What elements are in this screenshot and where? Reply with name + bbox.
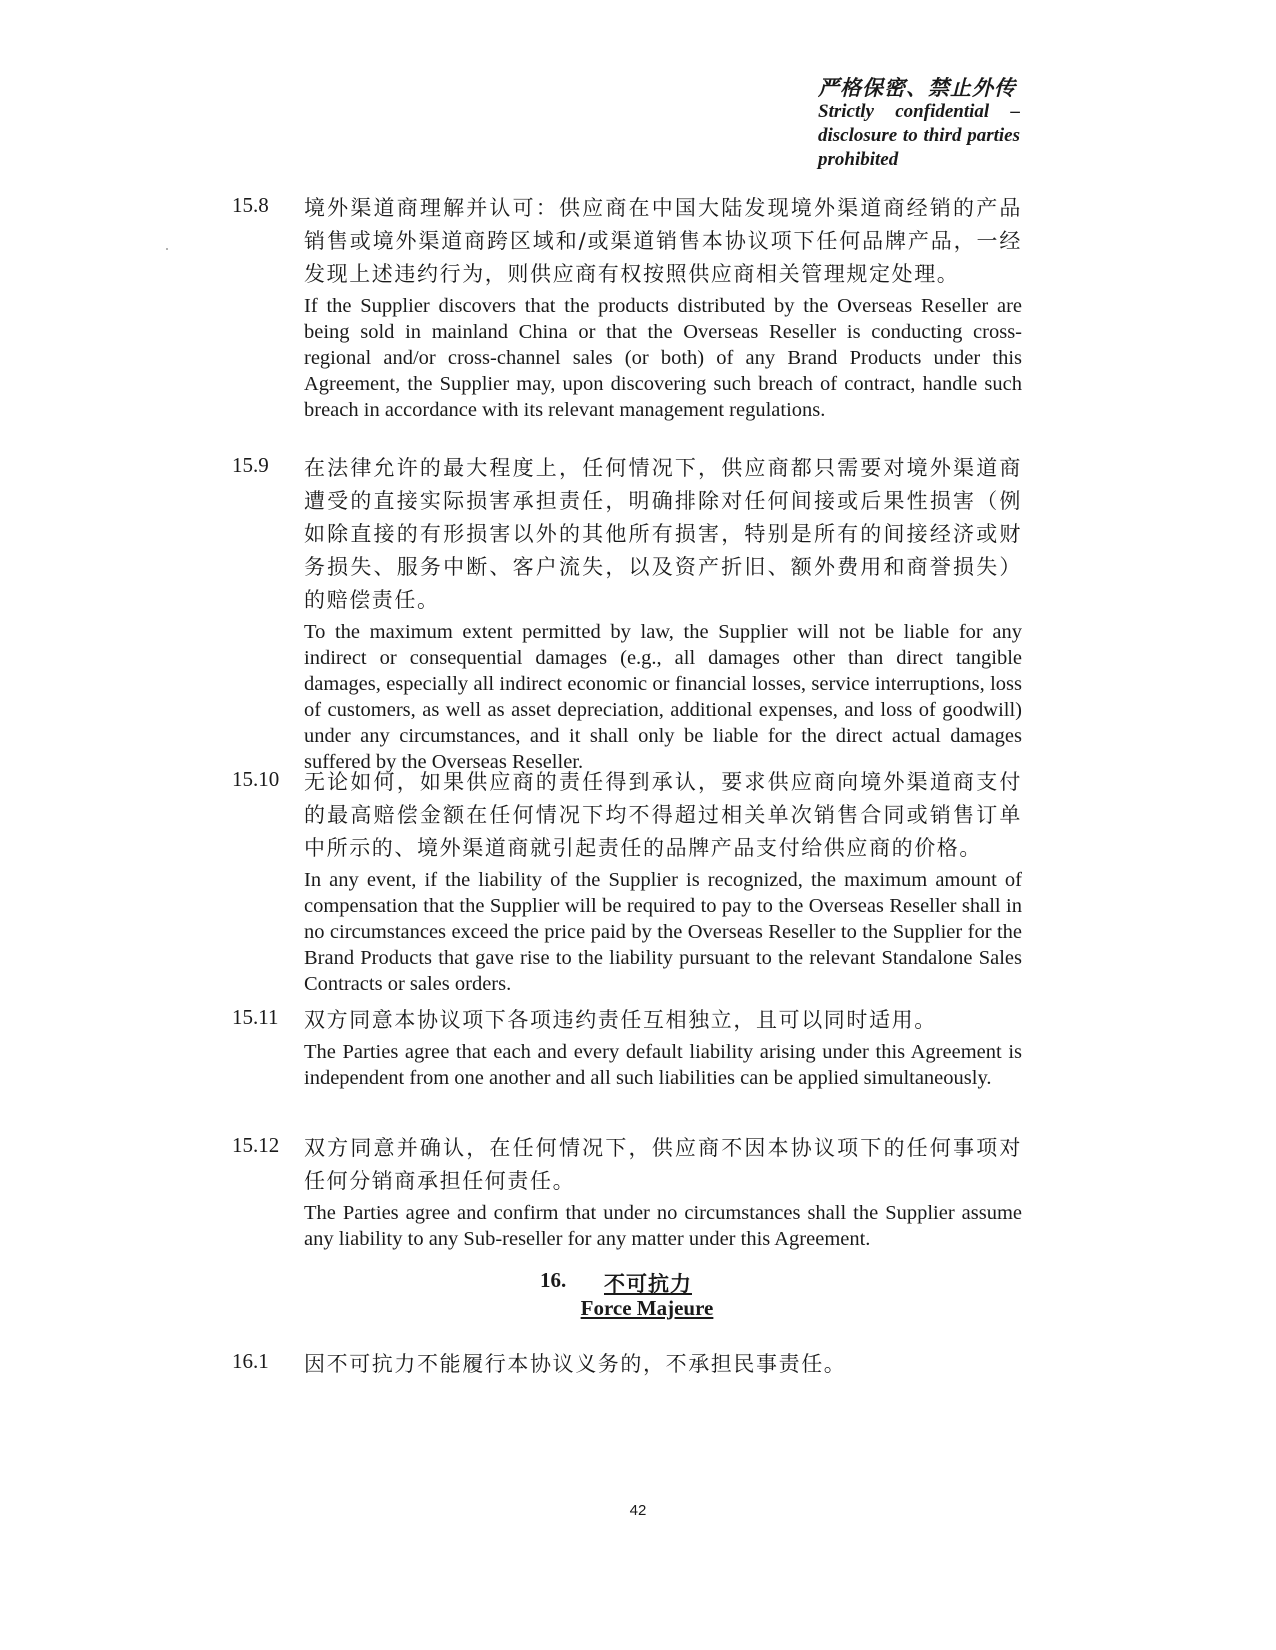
clause-number: 15.9 [232, 453, 269, 477]
clause-number: 15.12 [232, 1133, 280, 1157]
section-title-zh: 不可抗力 [604, 1272, 692, 1296]
clause-text-en: To the maximum extent permitted by law, the Supplier will not be liable for any indirect or consequential damages (e.g., all damages other than direct tangible damages, especially all indirect economic or financial losses, service interruptions, loss of customers, as well as asset depreciation, additional expenses, and loss of goodwill) under any circumstances, and it shall only be liable for the direct actual damages suffered by the Overseas Reseller. [304, 621, 1022, 773]
clause-text-zh: 双方同意并确认，在任何情况下，供应商不因本协议项下的任何事项对任何分销商承担任何责任。 [304, 1136, 1022, 1193]
clause-text-zh: 境外渠道商理解并认可：供应商在中国大陆发现境外渠道商经销的产品销售或境外渠道商跨区域和/或渠道销售本协议项下任何品牌产品，一经发现上述违约行为，则供应商有权按照供应商相关管理规定处理。 [304, 196, 1022, 286]
clause-number: 15.11 [232, 1005, 279, 1029]
clause-text-en: The Parties agree that each and every default liability arising under this Agreement is independent from one another and all such liabilities can be applied simultaneously. [304, 1041, 1022, 1089]
clause-number: 16.1 [232, 1349, 269, 1373]
section-title-en: Force Majeure [580, 1296, 714, 1320]
clause-text-en: The Parties agree and confirm that under no circumstances shall the Supplier assume any liability to any Sub-reseller for any matter under this Agreement. [304, 1202, 1022, 1250]
clause-text-zh: 因不可抗力不能履行本协议义务的，不承担民事责任。 [304, 1352, 847, 1376]
page-number: 42 [629, 1502, 647, 1519]
clause-number: 15.10 [232, 767, 280, 791]
clause-text-zh: 在法律允许的最大程度上，任何情况下，供应商都只需要对境外渠道商遭受的直接实际损害承担责任，明确排除对任何间接或后果性损害（例如除直接的有形损害以外的其他所有损害，特别是所有的间接经济或财务损失、服务中断、客户流失，以及资产折旧、额外费用和商誉损失）的赔偿责任。 [304, 456, 1022, 612]
clause-number: 15.8 [232, 193, 269, 217]
section-number: 16. [540, 1268, 567, 1292]
clause-text-en: If the Supplier discovers that the products distributed by the Overseas Reseller are being sold in mainland China or that the Overseas Reseller is conducting cross-regional and/or cross-channel sales (or both) of any Brand Products under this Agreement, the Supplier may, upon discovering such breach of contract, handle such breach in accordance with its relevant management regulations. [304, 295, 1022, 421]
confidentiality-notice [818, 76, 1020, 172]
clause-text-en: In any event, if the liability of the Supplier is recognized, the maximum amount of compensation that the Supplier will be required to pay to the Overseas Reseller shall in no circumstances exceed the price paid by the Overseas Reseller to the Supplier for the Brand Products that gave rise to the liability pursuant to the relevant Standalone Sales Contracts or sales orders. [304, 869, 1022, 995]
confidentiality-notice-en: Strictly confidential – disclosure to third parties prohibited [818, 101, 1020, 170]
scan-speck [166, 248, 168, 250]
confidentiality-notice-zh: 严格保密、禁止外传 [818, 76, 1016, 100]
clause-text-zh: 无论如何，如果供应商的责任得到承认，要求供应商向境外渠道商支付的最高赔偿金额在任何情况下均不得超过相关单次销售合同或销售订单中所示的、境外渠道商就引起责任的品牌产品支付给供应商的价格。 [304, 770, 1022, 860]
clause-text-zh: 双方同意本协议项下各项违约责任互相独立，且可以同时适用。 [304, 1008, 937, 1032]
